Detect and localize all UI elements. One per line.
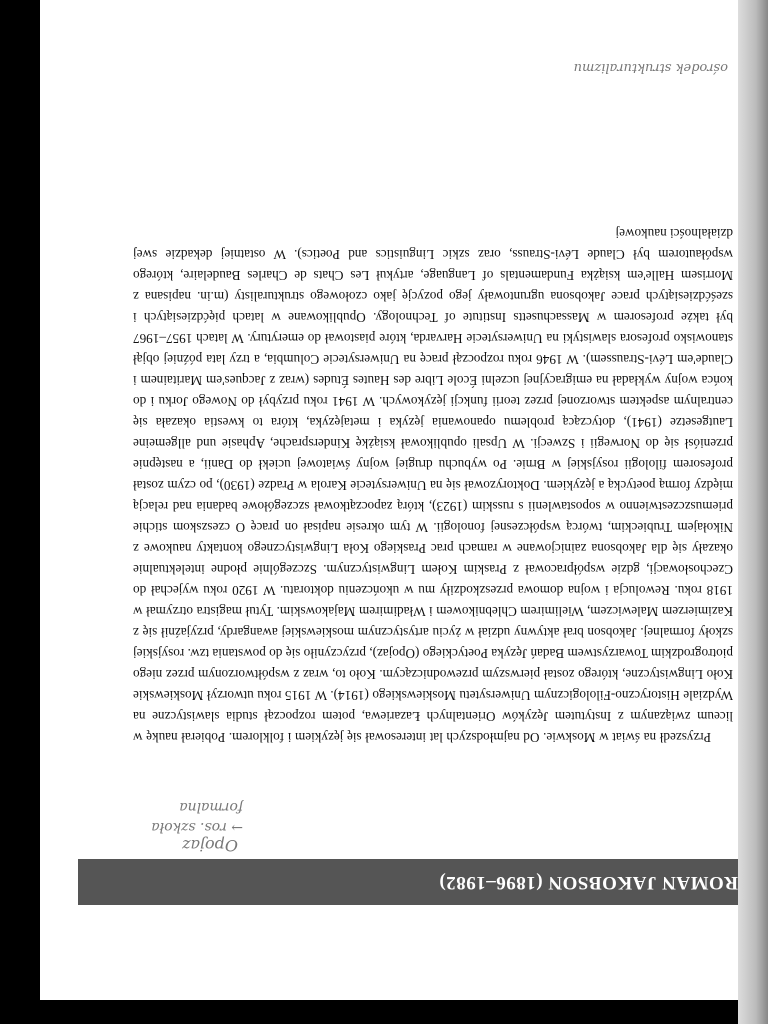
chapter-header-bar	[78, 859, 768, 905]
margin-note-school: → ros. szkoła	[151, 819, 243, 835]
margin-note-formal: formalna	[179, 799, 243, 815]
margin-note-bottom: ośrodek strukturalizmu	[573, 60, 728, 75]
page-content-rotated	[40, 0, 768, 1000]
biography-text	[133, 223, 733, 748]
margin-note-opojaz: Opojaz	[182, 836, 238, 855]
biography-paragraph: Przyszedł na świat w Moskwie. Od najmłodszych lat interesował się językiem i folklorem. Pobierał naukę w liceum związanym z Instytutem Języków Orientalnych Łazariewa, potem rozpoczął studia slawistyczne na Wydziale Historyczno-Filologicznym Uniwersytetu Moskiewskiego (1914). W 1915 roku utworzył Moskiewskie Koło Lingwistyczne, którego został pierwszym przewodniczącym. Koło to, wraz z współtworzonym przez niego piotrogrodzkim Towarzystwem Badań Języka Poetyckiego (Opojaz), przyczyniło się do powstania tzw. rosyjskiej szkoły formalnej. Jakobson brał aktywny udział w życiu artystycznym moskiewskiej awangardy, przyjaźnił się z Kazimierzem Malewiczem, Wielimirem Chlebnikowem i Władimirem Majakowskim. Tytuł magistra otrzymał w 1918 roku. Rewolucja i wojna domowa przeszkodziły mu w ukończeniu doktoratu. W 1920 roku wyjechał do Czechosłowacji, gdzie współpracował z Praskim Kołem Lingwistycznym. Szczególnie płodne intelektualnie okazały się dla Jakobsona zainicjowane w ramach prac Praskiego Koła Lingwistycznego kontakty naukowe z Nikołajem Trubieckim, twórcą współczesnej fonologii. W tym okresie napisał on pracę O czeszskom stichie priemuszczestwienno w sopostawlenii s russkim (1923), którą zapoczątkował szczegółowe badania nad relacją między formą poetycką a językiem. Doktoryzował się na Uniwersytecie Karola w Pradze (1930), po czym został profesorem filologii rosyjskiej w Brnie. Po wybuchu drugiej wojny światowej uciekł do Danii, a następnie przeniósł się do Norwegii i Szwecji. W Upsali opublikował książkę Kindersprache, Aphasie und allgemeine Lautgesetze (1941), dotyczącą problemu opanowania języka i metajęzyka, która to kwestia okazała się centralnym aspektem stworzonej przez teorii funkcji językowych. W 1941 roku przybył do Nowego Jorku i do końca wojny wykładał na emigracyjnej uczelni École Libre des Hautes Études (wraz z Jacques'em Maritainem i Claude'em Lévi-Straussem). W 1946 roku rozpoczął pracę na Uniwersytecie Columbia, a trzy lata później objął stanowisko profesora slawistyki na Uniwersytecie Harvarda, które piastował do emerytury. W latach 1957–1967 był także profesorem w Massachusetts Institute of Technology. Opublikowane w latach pięćdziesiątych i sześćdziesiątych prace Jakobsona ugruntowały jego pozycję jako czołowego strukturalisty (m.in. napisana z Morrisem Halle'em książka Fundamentals of Language, artykuł Les Chats de Charles Baudelaire, którego współautorem był Claude Lévi-Strauss, oraz szkic Linguistics and Poetics). W ostatniej dekadzie swej działalności naukowej	[133, 226, 733, 745]
chapter-title: ROMAN JAKOBSON (1896–1982)	[438, 872, 738, 893]
scanned-page	[40, 0, 768, 1000]
scan-edge-shadow	[738, 0, 768, 1024]
